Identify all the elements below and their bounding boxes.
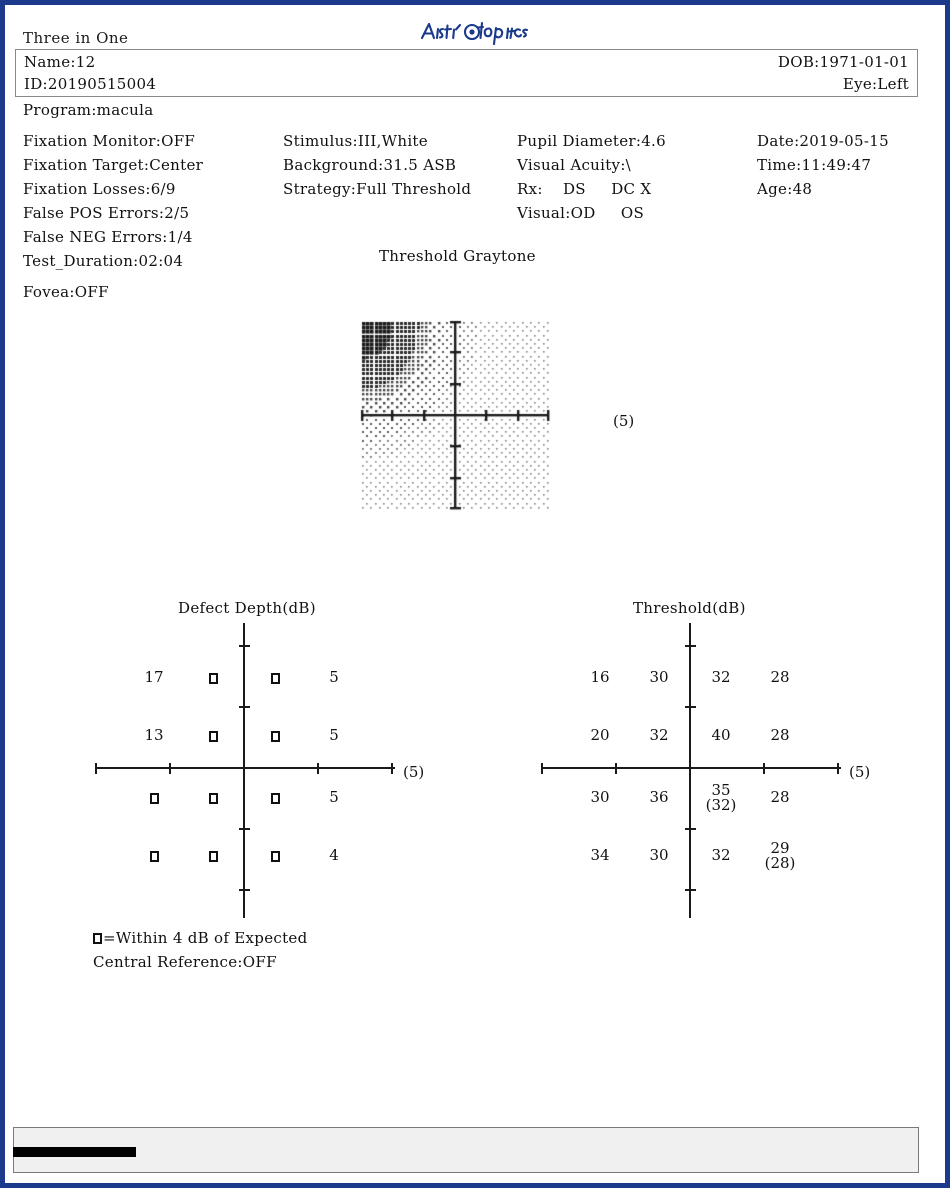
plot-value: 5	[329, 788, 339, 806]
program-label: Program:macula	[23, 101, 154, 119]
plot-value: 4	[329, 846, 339, 864]
fovea-label: Fovea:OFF	[23, 283, 109, 301]
plot-retest-value: (32)	[705, 796, 737, 814]
within-expected-square-icon	[150, 793, 159, 804]
param-test-duration: Test_Duration:02:04	[23, 252, 184, 270]
plot-value: 30	[649, 668, 669, 686]
patient-info-box	[15, 49, 918, 97]
defect-depth-axis-label: (5)	[403, 763, 425, 781]
y-axis-tick	[685, 645, 696, 647]
param-fixation-losses: Fixation Losses:6/9	[23, 180, 176, 198]
x-axis-tick	[317, 763, 319, 774]
plot-value: 5	[329, 668, 339, 686]
plot-value: 20	[590, 726, 610, 744]
plot-value: 35 (32)	[698, 783, 744, 813]
param-stimulus: Stimulus:III,White	[283, 132, 428, 150]
param-strategy: Strategy:Full Threshold	[283, 180, 472, 198]
x-axis-tick	[763, 763, 765, 774]
plot-value: 36	[649, 788, 669, 806]
window-title: Three in One	[23, 29, 129, 47]
threshold-axis-label: (5)	[849, 763, 871, 781]
plot-value: 13	[144, 726, 164, 744]
plot-value: 29 (28)	[757, 841, 803, 871]
plot-value: 30	[590, 788, 610, 806]
y-axis-tick	[239, 645, 250, 647]
threshold-title: Threshold(dB)	[633, 599, 746, 617]
horizontal-scrollbar-track[interactable]	[13, 1127, 919, 1173]
patient-name: Name:12	[24, 53, 96, 71]
within-expected-square-icon	[271, 731, 280, 742]
param-false-pos-errors: False POS Errors:2/5	[23, 204, 190, 222]
patient-dob: DOB:1971-01-01	[777, 53, 909, 71]
threshold-graytone-map	[355, 315, 555, 515]
horizontal-scrollbar-thumb[interactable]	[13, 1147, 136, 1157]
x-axis	[541, 767, 841, 769]
plot-value: 32	[649, 726, 669, 744]
x-axis-tick	[837, 763, 839, 774]
param-false-neg-errors: False NEG Errors:1/4	[23, 228, 193, 246]
defect-depth-title: Defect Depth(dB)	[178, 599, 316, 617]
within-expected-square-icon	[209, 793, 218, 804]
param-column-3	[517, 129, 666, 225]
y-axis-tick	[239, 828, 250, 830]
legend-symbol-note	[93, 929, 308, 947]
plot-value: 34	[590, 846, 610, 864]
y-axis	[243, 623, 245, 918]
within-expected-square-icon	[209, 851, 218, 862]
param-column-4	[757, 129, 889, 201]
param-pupil-diameter: Pupil Diameter:4.6	[517, 132, 666, 150]
within-expected-square-icon	[209, 731, 218, 742]
param-column-1	[23, 129, 203, 273]
plot-value: 30	[649, 846, 669, 864]
plot-value: 28	[770, 788, 790, 806]
graytone-title: Threshold Graytone	[379, 247, 536, 265]
within-expected-square-icon	[271, 673, 280, 684]
threshold-plot	[541, 623, 841, 918]
param-rx: Rx: DS DC X	[517, 180, 652, 198]
plot-value: 32	[711, 846, 731, 864]
plot-value: 28	[770, 726, 790, 744]
y-axis	[689, 623, 691, 918]
legend-symbol-text: =Within 4 dB of Expected	[103, 929, 308, 947]
central-reference-label: Central Reference:OFF	[93, 953, 277, 971]
x-axis-tick	[391, 763, 393, 774]
x-axis-end-tick	[541, 763, 543, 774]
y-axis-tick	[239, 889, 250, 891]
plot-value: 16	[590, 668, 610, 686]
defect-depth-plot	[95, 623, 395, 918]
patient-id: ID:20190515004	[24, 75, 157, 93]
param-column-2	[283, 129, 471, 201]
y-axis-tick	[239, 706, 250, 708]
y-axis-tick	[685, 828, 696, 830]
plot-value: 5	[329, 726, 339, 744]
graytone-axis-label: (5)	[613, 412, 635, 430]
param-fixation-target: Fixation Target:Center	[23, 156, 204, 174]
param-visual-acuity: Visual Acuity:\	[517, 156, 632, 174]
x-axis	[95, 767, 395, 769]
plot-value: 17	[144, 668, 164, 686]
plot-value: 32	[711, 668, 731, 686]
within-expected-square-icon	[93, 933, 102, 944]
param-date: Date:2019-05-15	[757, 132, 889, 150]
param-fixation-monitor: Fixation Monitor:OFF	[23, 132, 196, 150]
param-visual: Visual:OD OS	[517, 204, 645, 222]
x-axis-tick	[169, 763, 171, 774]
x-axis-tick	[615, 763, 617, 774]
plot-value: 40	[711, 726, 731, 744]
within-expected-square-icon	[271, 851, 280, 862]
plot-retest-value: (28)	[764, 854, 796, 872]
param-age: Age:48	[757, 180, 813, 198]
plot-value: 28	[770, 668, 790, 686]
within-expected-square-icon	[150, 851, 159, 862]
y-axis-tick	[685, 889, 696, 891]
within-expected-square-icon	[209, 673, 218, 684]
y-axis-tick	[685, 706, 696, 708]
within-expected-square-icon	[271, 793, 280, 804]
patient-eye: Eye:Left	[842, 75, 909, 93]
param-time: Time:11:49:47	[757, 156, 872, 174]
param-background: Background:31.5 ASB	[283, 156, 457, 174]
aist-optics-logo	[420, 19, 540, 45]
x-axis-end-tick	[95, 763, 97, 774]
